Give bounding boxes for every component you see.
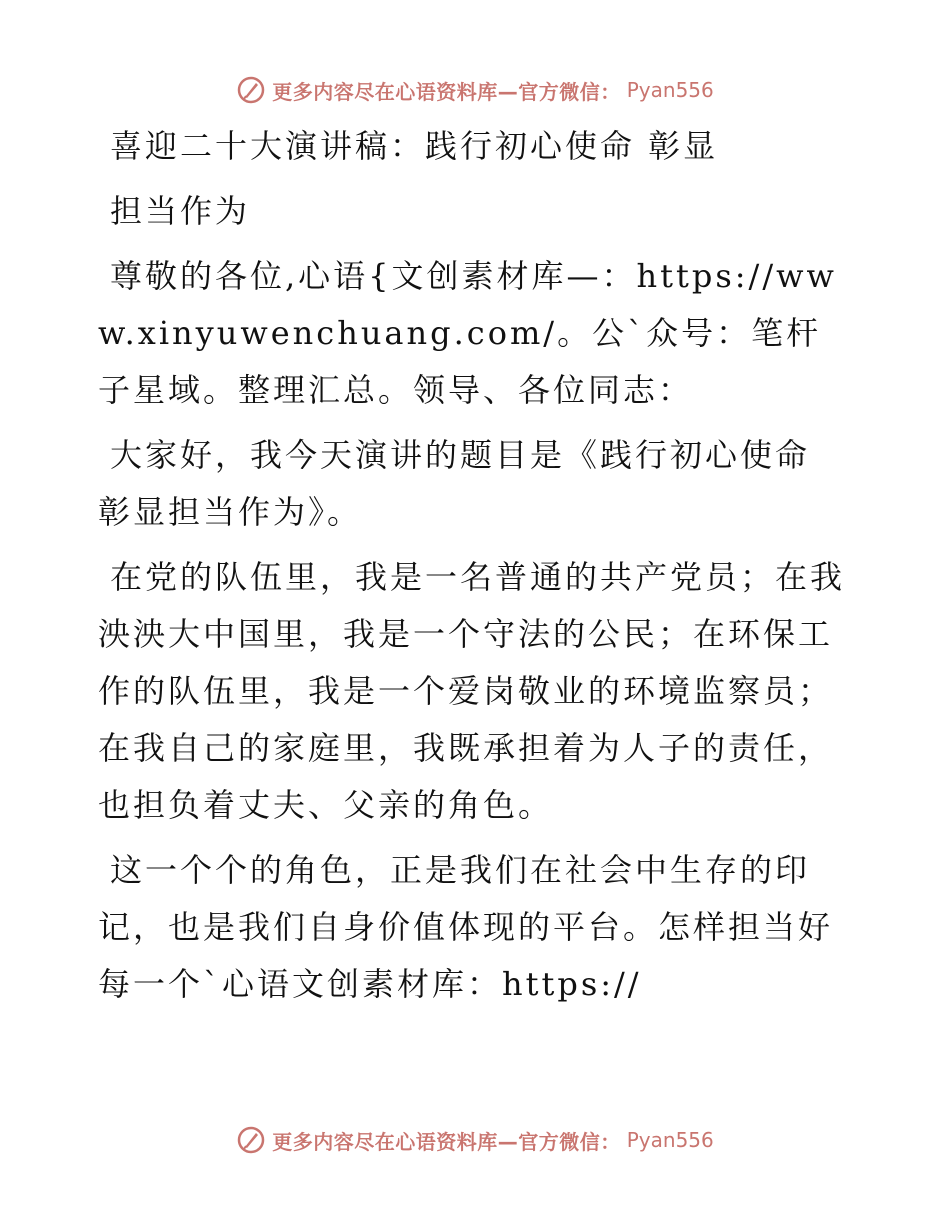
footer-wechat-id: Pyan556	[626, 1128, 714, 1152]
document-title-line-2: 担当作为	[110, 192, 251, 230]
header-banner-text: 更多内容尽在心语资料库—官方微信：	[272, 79, 621, 104]
footer-banner-inner	[236, 1125, 714, 1155]
footer-banner	[0, 1120, 950, 1160]
paragraph-1: 尊敬的各位,心语{文创素材库—：https://www.xinyuwenchuang.com/。公`众号：笔杆子星域。整理汇总。领导、各位同志：	[98, 257, 837, 409]
paragraph-3: 在党的队伍里，我是一名普通的共产党员；在我泱泱大中国里，我是一个守法的公民；在环保工作的队伍里，我是一个爱岗敬业的环境监察员；在我自己的家庭里，我既承担着为人子的责任，也担负着丈夫、父亲的角色。	[98, 558, 846, 824]
document-title-line-1: 喜迎二十大演讲稿：践行初心使命 彰显	[110, 127, 719, 165]
header-wechat-id: Pyan556	[626, 78, 714, 102]
document-body	[98, 118, 850, 1013]
paragraph-2: 大家好，我今天演讲的题目是《践行初心使命 彰显担当作为》。	[98, 436, 811, 531]
header-banner	[0, 70, 950, 110]
feather-pen-logo-icon	[236, 1125, 266, 1155]
feather-pen-logo-icon	[236, 75, 266, 105]
header-banner-inner	[236, 75, 714, 105]
paragraph-4: 这一个个的角色，正是我们在社会中生存的印记，也是我们自身价值体现的平台。怎样担当好每一个`心语文创素材库：https://	[98, 851, 834, 1003]
footer-banner-text: 更多内容尽在心语资料库—官方微信：	[272, 1129, 621, 1154]
